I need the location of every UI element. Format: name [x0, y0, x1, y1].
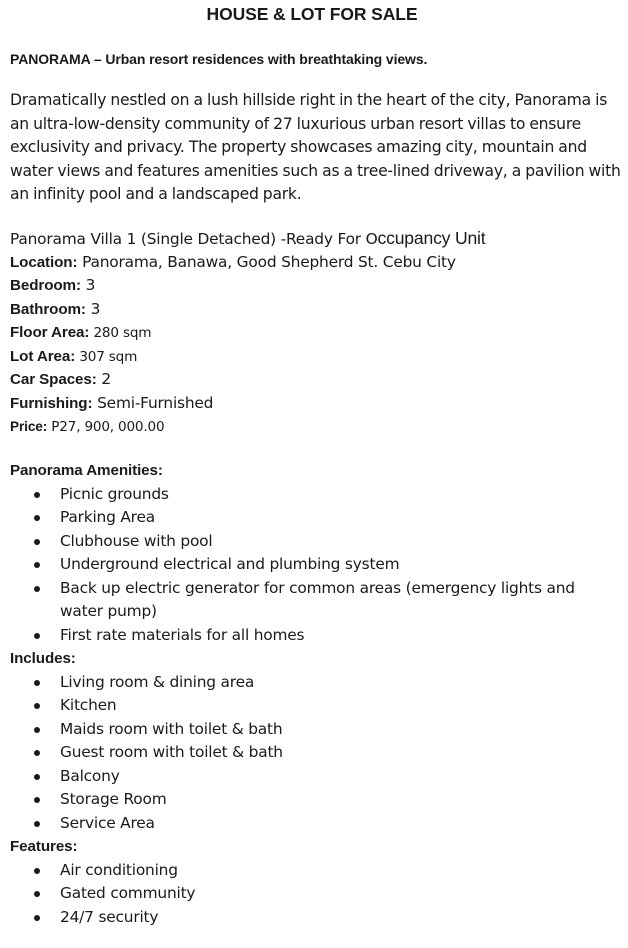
villa-heading: [10, 227, 622, 251]
spec-location: [10, 251, 622, 275]
list-item: [10, 553, 622, 577]
spec-label: Floor Area:: [10, 324, 90, 341]
spec-value: 3: [80, 276, 96, 294]
features-list: [10, 859, 622, 930]
spec-label: Bathroom:: [10, 300, 86, 318]
includes-heading: Includes:: [10, 650, 76, 667]
bullet-icon: [34, 515, 40, 521]
list-item: [10, 671, 622, 695]
amenities-heading: Panorama Amenities:: [10, 462, 163, 479]
spec-value: P27, 900, 000.00: [47, 419, 165, 435]
list-item: [10, 530, 622, 554]
bullet-icon: [34, 562, 40, 568]
spec-car-spaces: [10, 368, 622, 392]
list-item: [10, 741, 622, 765]
list-item-text: Living room & dining area: [60, 672, 255, 691]
spec-value: 307 sqm: [75, 348, 138, 365]
includes-list: [10, 671, 622, 836]
list-item-text: Balcony: [60, 766, 120, 785]
spec-value: Panorama, Banawa, Good Shepherd St. Cebu City: [77, 252, 456, 271]
list-item-text: Guest room with toilet & bath: [60, 743, 283, 761]
list-item: [10, 483, 622, 507]
list-item-text: Clubhouse with pool: [60, 531, 213, 550]
spec-value: 2: [96, 370, 111, 388]
spec-value: 3: [85, 299, 101, 318]
spec-label: Lot Area:: [10, 347, 76, 365]
list-item: [10, 906, 622, 930]
list-item: [10, 812, 622, 836]
list-item-text: 24/7 security: [60, 907, 159, 926]
bullet-icon: [34, 680, 40, 686]
list-item-text: First rate materials for all homes: [60, 625, 305, 644]
includes-section: [10, 647, 622, 835]
bullet-icon: [34, 774, 40, 780]
list-item: [10, 624, 622, 648]
list-item-text: Underground electrical and plumbing system: [60, 555, 400, 573]
list-item: [10, 788, 622, 812]
spec-label: Furnishing:: [10, 394, 93, 412]
spec-label: Car Spaces:: [10, 371, 97, 388]
bullet-icon: [34, 915, 40, 921]
bullet-icon: [34, 586, 40, 592]
list-item-text: Kitchen: [60, 696, 117, 714]
list-item-text: Gated community: [60, 884, 196, 902]
list-item: [10, 859, 622, 883]
bullet-icon: [34, 891, 40, 897]
list-item: [10, 718, 622, 742]
list-item: [10, 506, 622, 530]
spec-label: Location:: [10, 253, 78, 271]
villa-heading-part2: ccupancy Unit: [377, 228, 486, 248]
spec-bathroom: [10, 298, 622, 322]
list-item-text: Service Area: [60, 813, 155, 832]
list-item: [10, 694, 622, 718]
document-title: HOUSE & LOT FOR SALE: [206, 4, 418, 24]
spec-price: [10, 415, 622, 439]
amenities-section: [10, 459, 622, 647]
spec-value: 280 sqm: [89, 325, 152, 341]
bullet-icon: [34, 727, 40, 733]
bullet-icon: [34, 633, 40, 639]
features-section: [10, 835, 622, 929]
spec-furnishing: [10, 392, 622, 416]
bullet-icon: [34, 703, 40, 709]
property-specs: [10, 227, 622, 439]
bullet-icon: [34, 797, 40, 803]
bullet-icon: [34, 868, 40, 874]
list-item: [10, 882, 622, 906]
features-heading: Features:: [10, 838, 78, 855]
spec-value: Semi-Furnished: [92, 393, 214, 412]
document-subtitle: PANORAMA – Urban resort residences with breathtaking views.: [10, 51, 428, 67]
spec-lot-area: [10, 345, 622, 369]
bullet-icon: [34, 750, 40, 756]
list-item-text: Storage Room: [60, 790, 167, 808]
list-item: [10, 577, 622, 624]
spec-floor-area: [10, 321, 622, 345]
amenities-list: [10, 483, 622, 648]
list-item-text: Maids room with toilet & bath: [60, 719, 283, 738]
spec-label: Price:: [10, 419, 48, 434]
villa-heading-part1: Panorama Villa 1 (Single Detached) -Ready For O: [10, 230, 378, 248]
list-item: [10, 765, 622, 789]
list-item-text: Parking Area: [60, 508, 155, 526]
spec-label: Bedroom:: [10, 277, 81, 294]
bullet-icon: [34, 492, 40, 498]
list-item-text: Back up electric generator for common areas (emergency lights and water pump): [60, 578, 575, 620]
list-item-text: Air conditioning: [60, 860, 178, 879]
bullet-icon: [34, 821, 40, 827]
bullet-icon: [34, 539, 40, 545]
intro-paragraph: Dramatically nestled on a lush hillside right in the heart of the city, Panorama is an ultra-low-density community of 27 luxurious urban resort villas to ensure exclusivity and privacy. The property showcases amazing city, mountain and water views and features amenities such as a tree-lined driveway, a pavilion with an infinity pool and a landscaped park.: [10, 91, 621, 203]
spec-bedroom: [10, 274, 622, 298]
list-item-text: Picnic grounds: [60, 484, 169, 503]
